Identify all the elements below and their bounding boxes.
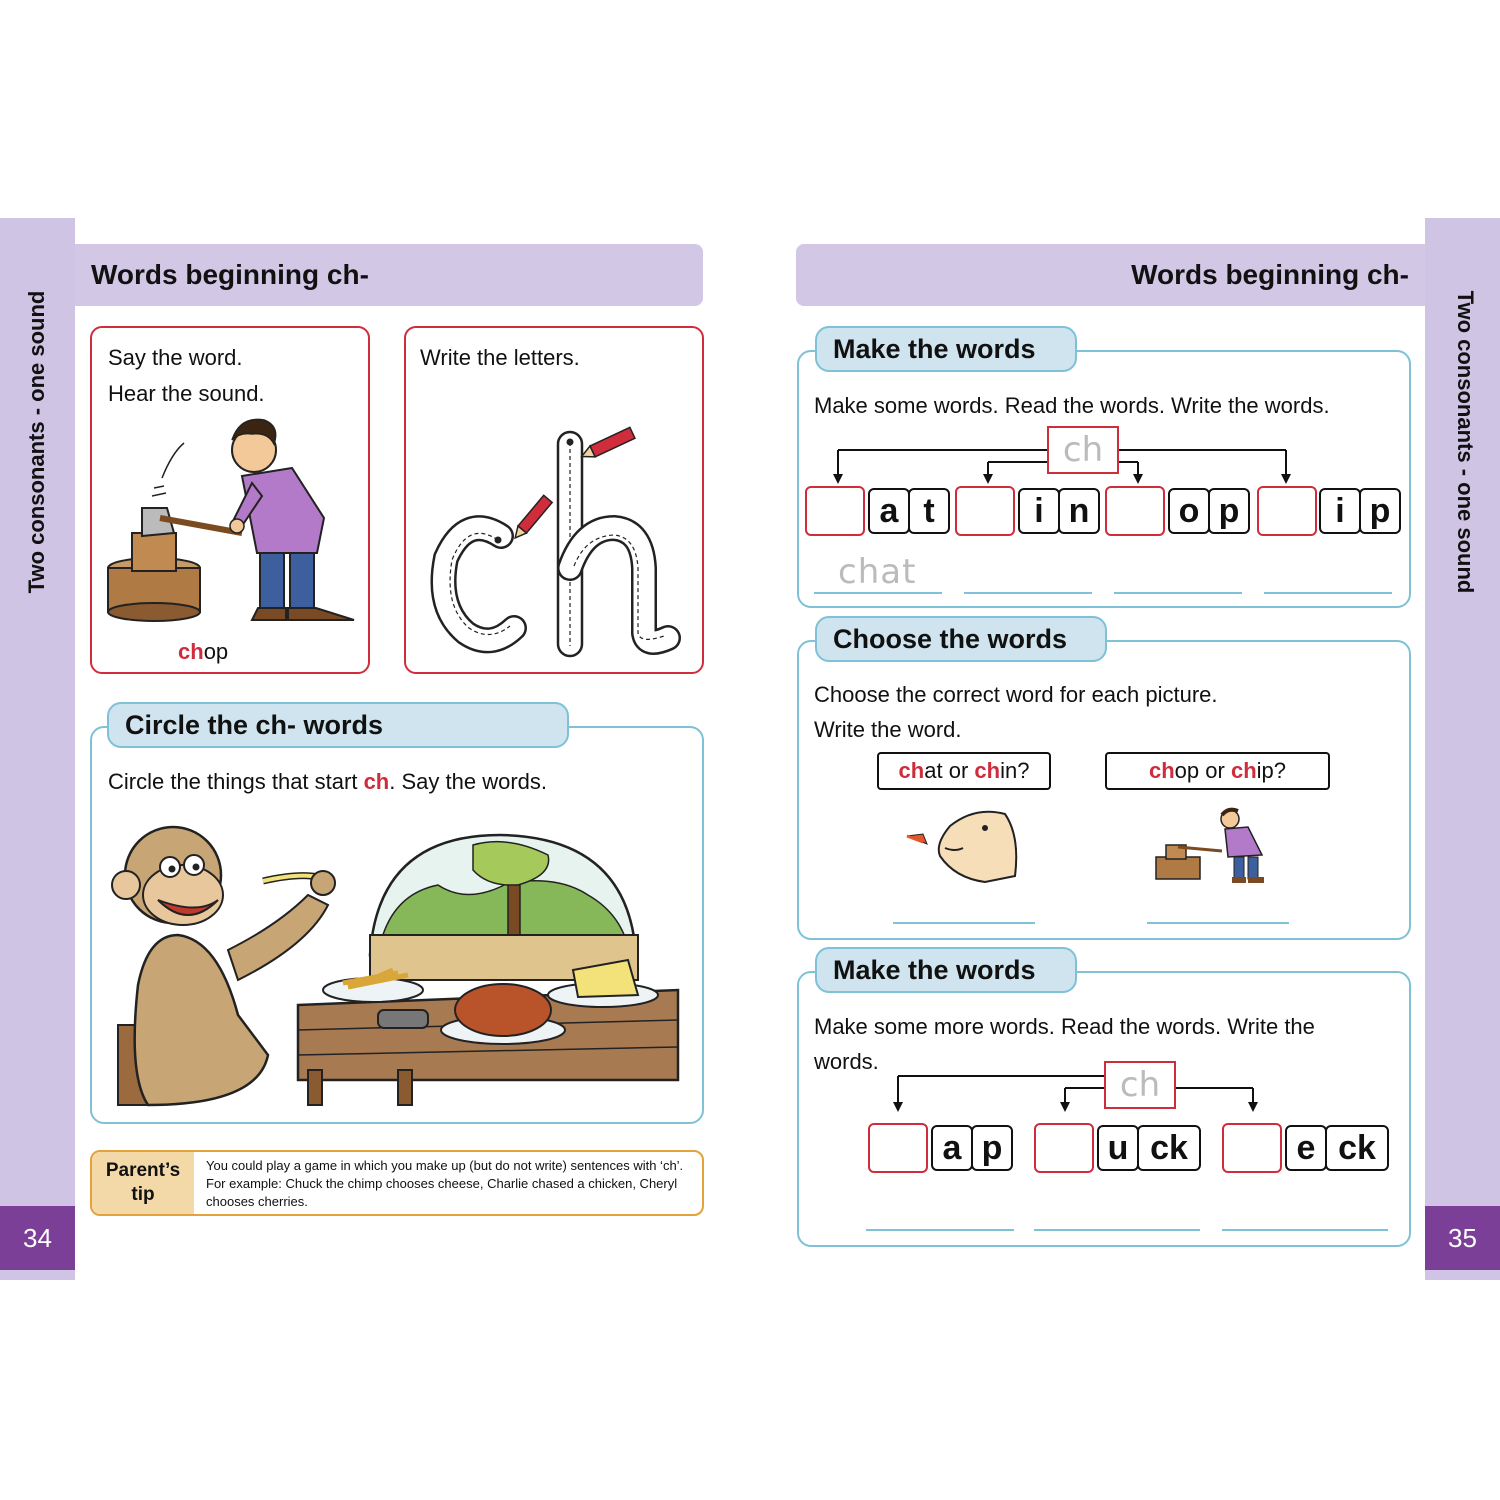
blank-box[interactable] bbox=[1222, 1123, 1282, 1173]
circle-instr-after: . Say the words. bbox=[389, 769, 547, 794]
chop-prefix: ch bbox=[178, 639, 204, 664]
letter-tile: ck bbox=[1325, 1125, 1389, 1171]
make-words-1-instruction: Make some words. Read the words. Write the words. bbox=[814, 393, 1330, 418]
choice-a-prefix: ch bbox=[898, 758, 925, 783]
write-instruction: Write the letters. bbox=[420, 345, 580, 370]
pencil-icon bbox=[579, 427, 635, 462]
choice-chop-chip bbox=[1105, 752, 1330, 790]
arrows-2 bbox=[880, 1066, 1280, 1126]
letter-tile: p bbox=[1359, 488, 1401, 534]
blank-box[interactable] bbox=[868, 1123, 928, 1173]
answer-line[interactable] bbox=[814, 592, 942, 594]
choose-line2: Write the word. bbox=[814, 717, 962, 742]
right-header-title: Words beginning ch- bbox=[1131, 259, 1409, 290]
letter-tile: o bbox=[1168, 488, 1210, 534]
answer-line[interactable] bbox=[866, 1229, 1014, 1231]
letter-tile: p bbox=[971, 1125, 1013, 1171]
letter-tile: e bbox=[1285, 1125, 1327, 1171]
letter-tile: a bbox=[931, 1125, 973, 1171]
parents-tip-label bbox=[92, 1152, 194, 1214]
circle-instr-before: Circle the things that start bbox=[108, 769, 364, 794]
letter-tile: t bbox=[908, 488, 950, 534]
choice-b-suffix: ip? bbox=[1256, 758, 1286, 783]
choice-b-suffix: in? bbox=[1000, 758, 1030, 783]
ch-source-box-1: ch bbox=[1047, 426, 1119, 474]
ch-tracing-letters bbox=[406, 328, 702, 672]
parents-tip-text: You could play a game in which you make up (but do not write) sentences with ‘ch’. For example: Chuck the chimp chooses cheese, Charlie chased a chicken, Cheryl chooses cherries. bbox=[206, 1158, 684, 1209]
answer-line[interactable] bbox=[1034, 1229, 1200, 1231]
left-spine-label: Two consonants - one sound bbox=[24, 290, 49, 594]
choice-a-prefix: ch bbox=[1148, 758, 1175, 783]
make-words-1-title bbox=[815, 326, 1077, 372]
choice-a-suffix: at bbox=[924, 758, 943, 783]
say-word-box bbox=[90, 326, 370, 674]
say-word-chop bbox=[178, 634, 228, 670]
man-chopping-illustration bbox=[92, 328, 368, 672]
tip-label-line1: Parent’s bbox=[105, 1160, 181, 1181]
blank-box[interactable] bbox=[805, 486, 865, 536]
circle-instruction bbox=[108, 764, 547, 800]
answer-line[interactable] bbox=[1264, 592, 1392, 594]
left-header-title: Words beginning ch- bbox=[91, 259, 369, 290]
chimp-eating-scene bbox=[108, 815, 678, 1105]
letter-tile: i bbox=[1018, 488, 1060, 534]
letter-tile: i bbox=[1319, 488, 1361, 534]
blank-box[interactable] bbox=[1105, 486, 1165, 536]
tip-label-line2: tip bbox=[131, 1184, 155, 1205]
chop-picture bbox=[1150, 805, 1280, 885]
write-letters-box bbox=[404, 326, 704, 674]
chin-picture bbox=[905, 806, 1025, 886]
say-line2: Hear the sound. bbox=[108, 381, 265, 406]
right-spine-label: Two consonants - one sound bbox=[1453, 290, 1478, 594]
make-words-2-title bbox=[815, 947, 1077, 993]
make-words-2-line2: words. bbox=[814, 1049, 879, 1074]
answer-line[interactable] bbox=[1114, 592, 1242, 594]
answer-line[interactable] bbox=[1222, 1229, 1388, 1231]
circle-words-title-text: Circle the ch- words bbox=[125, 709, 384, 740]
choice-a-suffix: op bbox=[1174, 758, 1200, 783]
answer-line[interactable] bbox=[964, 592, 1092, 594]
letter-tile: p bbox=[1208, 488, 1250, 534]
circle-instr-highlight: ch bbox=[363, 769, 390, 794]
answer-line[interactable] bbox=[1147, 922, 1289, 924]
example-answer-chat: chat bbox=[838, 552, 917, 592]
choice-b-prefix: ch bbox=[974, 758, 1001, 783]
make-words-2-title-text: Make the words bbox=[833, 954, 1036, 985]
page-number-left: 34 bbox=[0, 1206, 75, 1270]
make-words-2-line1: Make some more words. Read the words. Write the bbox=[814, 1014, 1315, 1039]
choose-words-title-text: Choose the words bbox=[833, 623, 1068, 654]
page-number-right: 35 bbox=[1425, 1206, 1500, 1270]
blank-box[interactable] bbox=[1257, 486, 1317, 536]
letter-tile: n bbox=[1058, 488, 1100, 534]
letter-tile: a bbox=[868, 488, 910, 534]
blank-box[interactable] bbox=[955, 486, 1015, 536]
chop-suffix: op bbox=[203, 639, 229, 664]
blank-box[interactable] bbox=[1034, 1123, 1094, 1173]
parents-tip-box bbox=[90, 1150, 704, 1216]
circle-words-title bbox=[107, 702, 569, 748]
choice-b-prefix: ch bbox=[1230, 758, 1257, 783]
make-words-1-title-text: Make the words bbox=[833, 333, 1036, 364]
left-page-header bbox=[75, 244, 703, 306]
choose-line1: Choose the correct word for each picture. bbox=[814, 682, 1218, 707]
choice-joiner: or bbox=[1199, 758, 1231, 783]
choice-joiner: or bbox=[942, 758, 975, 783]
letter-tile: ck bbox=[1137, 1125, 1201, 1171]
answer-line[interactable] bbox=[893, 922, 1035, 924]
ch-source-box-2: ch bbox=[1104, 1061, 1176, 1109]
letter-tile: u bbox=[1097, 1125, 1139, 1171]
choose-words-title bbox=[815, 616, 1107, 662]
say-line1: Say the word. bbox=[108, 345, 243, 370]
right-page-header bbox=[796, 244, 1425, 306]
choice-chat-chin bbox=[877, 752, 1051, 790]
